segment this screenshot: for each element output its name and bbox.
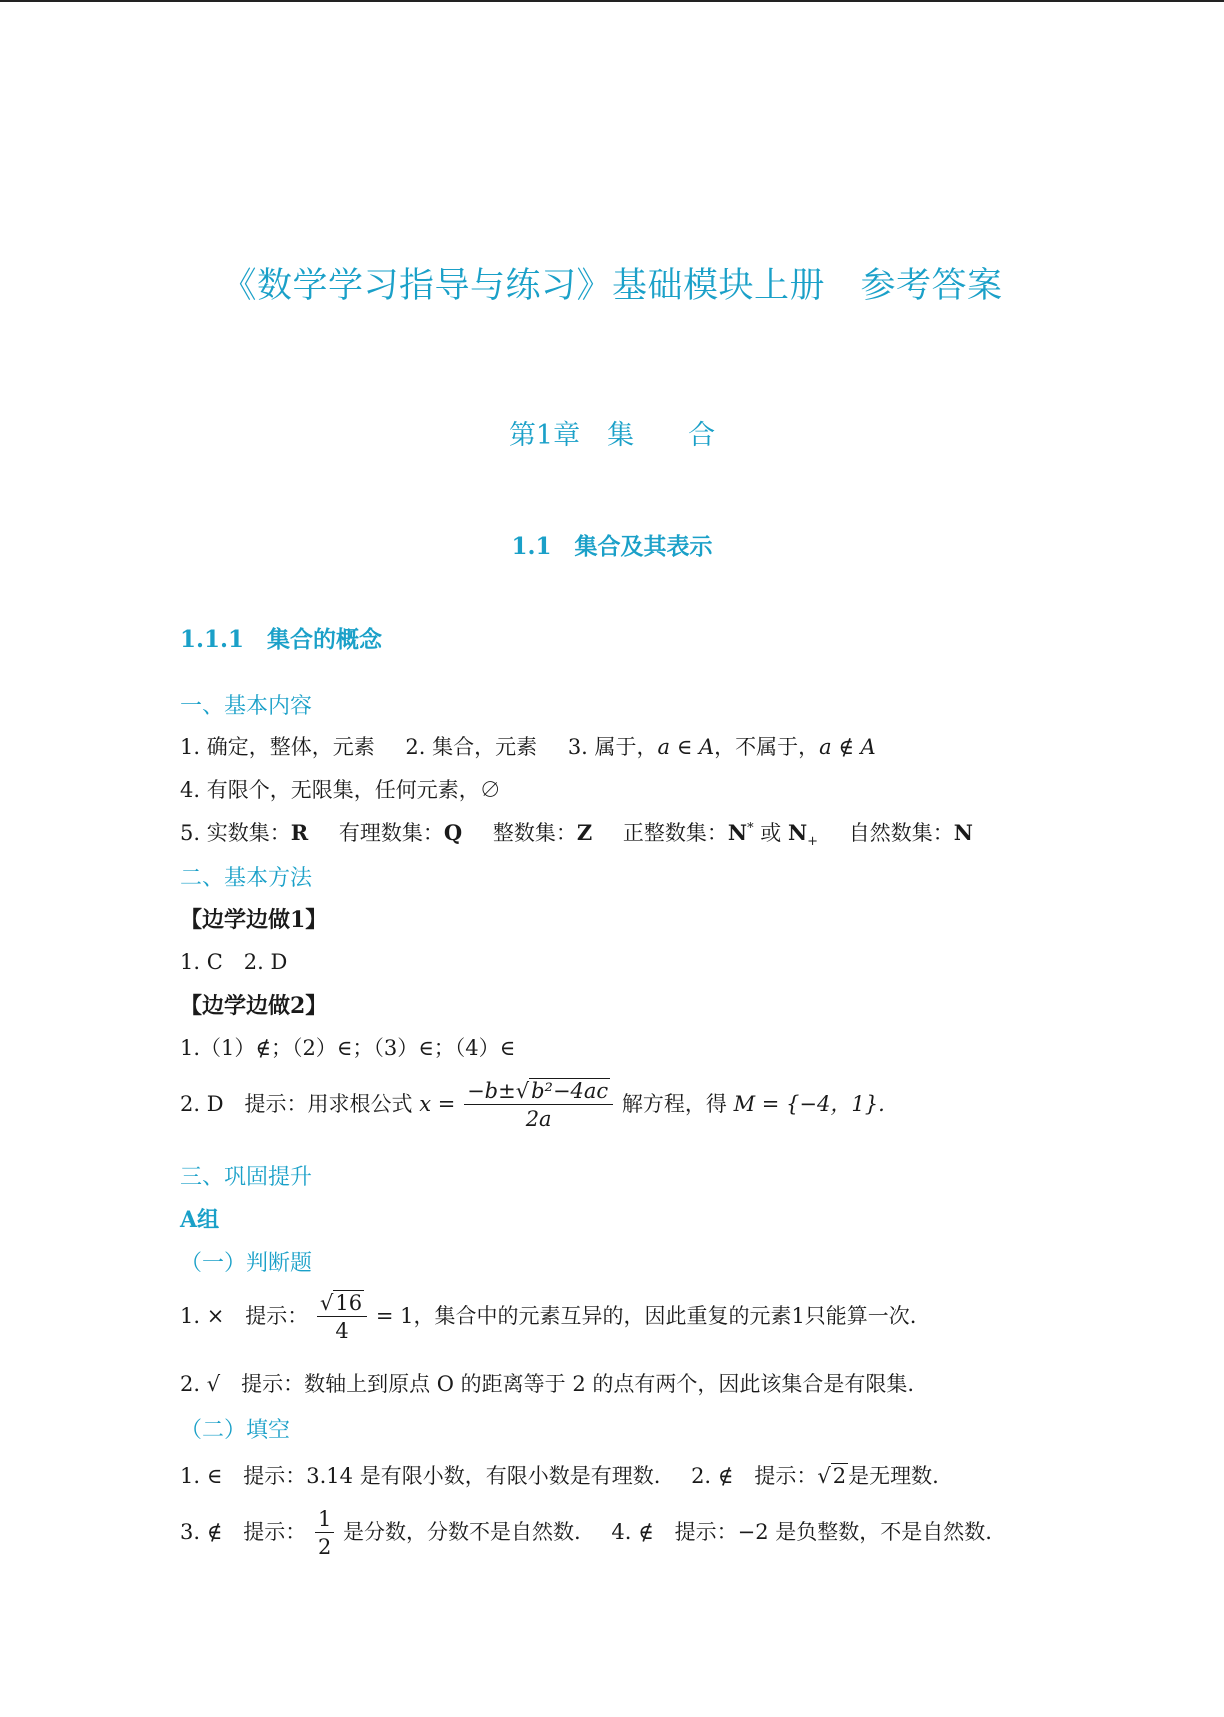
symbol-r: R [290, 820, 309, 845]
quadratic-formula-fraction: $\frac{\text{−b±√b²−4ac}}{2a}$ [464, 1079, 613, 1132]
answer-text: 1. 确定，整体，元素 [180, 735, 375, 759]
answer-text: ，不属于， [714, 735, 820, 759]
subsection-heading: 1.1.1 集合的概念 [180, 626, 383, 653]
judge-answer-1: 1. × 提示： $\frac{√16}{4}$ = 1，集合中的元素互异的，因此重复的元素1只能算一次. [180, 1291, 917, 1344]
top-border-line [0, 0, 1224, 2]
basic-content-line-1 [180, 731, 876, 761]
math-expression: a ∉ A [819, 735, 876, 759]
answer-text: 2. 集合，元素 [405, 735, 538, 759]
judge-answer-2: 2. √ 提示：数轴上到原点 O 的距离等于 2 的点有两个，因此该集合是有限集. [180, 1372, 915, 1396]
heading-judge: （一）判断题 [180, 1251, 313, 1276]
basic-content-line-3: 5. 实数集：R 有理数集：Q 整数集：Z 正整数集：N* 或 $N_+$ 自然数集：N [180, 820, 973, 850]
heading-basic-content: 一、基本内容 [180, 694, 313, 719]
heading-fill: （二）填空 [180, 1418, 291, 1443]
answer-text: 3. 属于， [567, 735, 658, 759]
heading-learn-do-2: 【边学边做2】 [180, 993, 328, 1019]
heading-consolidate: 三、巩固提升 [180, 1165, 313, 1190]
learn-do-1-answers: 1. C 2. D [180, 950, 288, 974]
chapter-heading: 第1章 集 合 [508, 420, 716, 451]
section-heading: 1.1 集合及其表示 [511, 533, 713, 560]
one-half-fraction: $\frac{1}{2}$ [315, 1507, 334, 1560]
sqrt-fraction: $\frac{√16}{4}$ [317, 1291, 367, 1344]
math-expression: M = {−4，1}. [733, 1092, 885, 1117]
math-expression: a ∈ A [657, 735, 715, 759]
symbol-z: Z [576, 820, 593, 845]
fill-answers-line-2: 3. ∉ 提示： $\frac{1}{2}$ 是分数，分数不是自然数. 4. ∉ 提示：−2 是负整数，不是自然数. [180, 1507, 992, 1560]
symbol-q: Q [443, 820, 463, 845]
heading-basic-method: 二、基本方法 [180, 866, 313, 891]
page-title: 《数学学习指导与练习》基础模块上册 参考答案 [221, 266, 1003, 306]
learn-do-2-line-2: 2. D 提示：用求根公式 x = $\frac{\text{−b±√b²−4ac}}{2a}$ 解方程，得 M = {−4，1}. [180, 1079, 885, 1132]
symbol-n: N [727, 820, 748, 845]
math-expression: x = [419, 1092, 456, 1117]
heading-group-a: A组 [180, 1207, 220, 1233]
learn-do-2-line-1: 1.（1）∉；（2）∈；（3）∈；（4）∈ [180, 1036, 516, 1060]
basic-content-line-2: 4. 有限个，无限集，任何元素，∅ [180, 778, 501, 802]
fill-answers-line-1: 1. ∈ 提示：3.14 是有限小数，有限小数是有理数. 2. ∉ 提示：√2是无理数. [180, 1464, 939, 1488]
heading-learn-do-1: 【边学边做1】 [180, 907, 328, 933]
